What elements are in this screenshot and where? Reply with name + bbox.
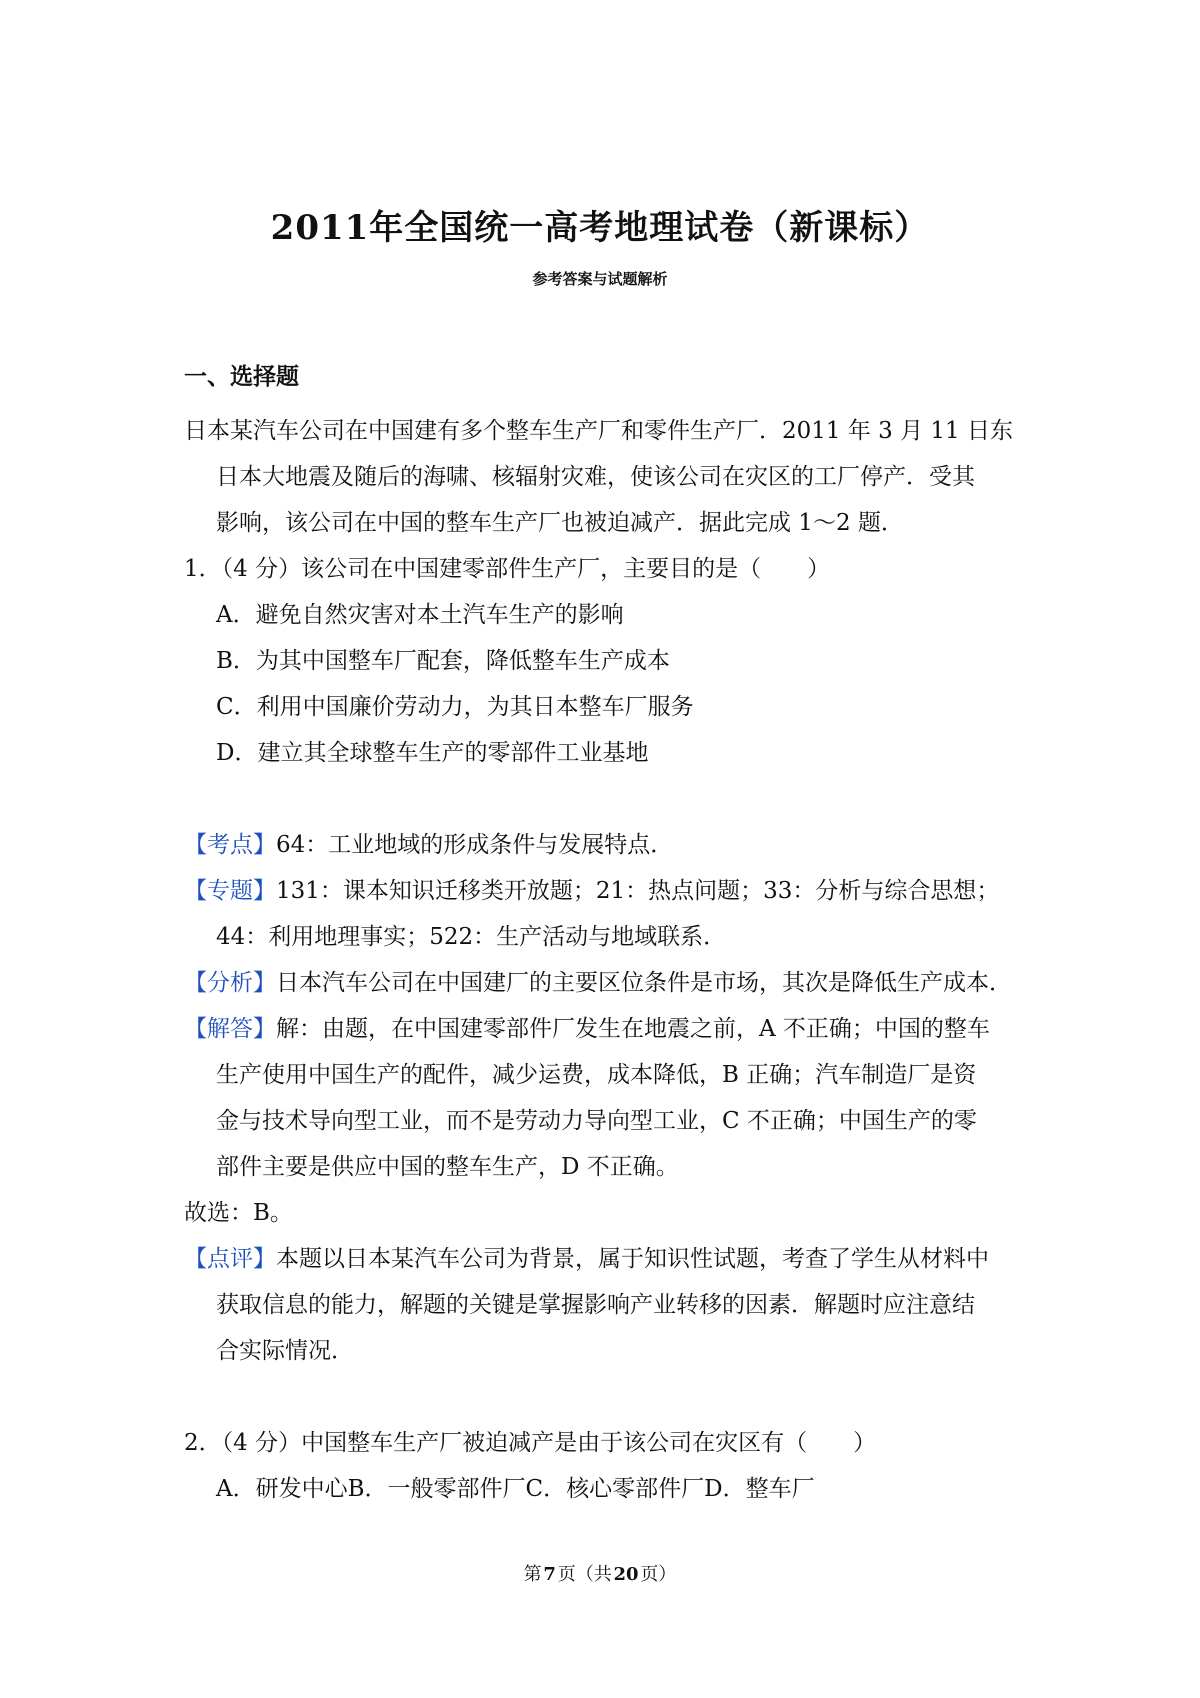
- content-body: [184, 360, 1024, 1512]
- dianping-line: [184, 1236, 1024, 1282]
- question-stem: 1．（4 分）该公司在中国建零部件生产厂，主要目的是（ ）: [184, 556, 831, 582]
- jieda-text: 解：由题，在中国建零部件厂发生在地震之前，A 不正确；中国的整车: [276, 1016, 990, 1042]
- option-b: B．为其中国整车厂配套，降低整车生产成本: [216, 648, 670, 674]
- option-d: D．建立其全球整车生产的零部件工业基地: [216, 740, 649, 766]
- question-stem: 2．（4 分）中国整车生产厂被迫减产是由于该公司在灾区有（ ）: [184, 1430, 877, 1456]
- footer-prefix: 第: [523, 1564, 542, 1585]
- spacer: [184, 776, 1024, 822]
- zhuanti-tag: 【专题】: [184, 878, 276, 904]
- zhuanti-text: 131：课本知识迁移类开放题；21：热点问题；33：分析与综合思想；: [276, 878, 1000, 904]
- fenxi-tag: 【分析】: [184, 970, 276, 996]
- options-row: [184, 1466, 1024, 1512]
- option-b: B．一般零部件厂: [347, 1476, 526, 1502]
- dianping-line-cont: 合实际情况．: [216, 1338, 354, 1364]
- fenxi-text: 日本汽车公司在中国建厂的主要区位条件是市场，其次是降低生产成本．: [276, 970, 1012, 996]
- option-a: A．避免自然灾害对本土汽车生产的影响: [216, 602, 624, 628]
- fenxi-line: [184, 960, 1024, 1006]
- question-1: [184, 546, 1024, 1374]
- reading-passage: [184, 408, 1024, 546]
- jieda-line-cont: 金与技术导向型工业，而不是劳动力导向型工业，C 不正确；中国生产的零: [216, 1108, 977, 1134]
- zhuanti-line-cont: 44：利用地理事实；522：生产活动与地域联系．: [216, 924, 727, 950]
- jieda-line: [184, 1006, 1024, 1052]
- kaodian-text: 64：工业地域的形成条件与发展特点．: [276, 832, 674, 858]
- jieda-line-cont: 部件主要是供应中国的整车生产，D 不正确。: [216, 1154, 679, 1180]
- option-c: C．核心零部件厂: [525, 1476, 705, 1502]
- option-a: A．研发中心: [216, 1476, 348, 1502]
- page-footer: [0, 1560, 1200, 1586]
- footer-suffix: 页）: [640, 1564, 677, 1585]
- kaodian-line: [184, 822, 1024, 868]
- total-pages: 20: [613, 1564, 639, 1585]
- spacer: [184, 1374, 1024, 1420]
- page-title: 2011年全国统一高考地理试卷（新课标）: [270, 208, 930, 248]
- page-subtitle: 参考答案与试题解析: [532, 270, 668, 288]
- passage-line: 影响，该公司在中国的整车生产厂也被迫减产．据此完成 1～2 题．: [216, 510, 904, 536]
- dianping-line-cont: 获取信息的能力，解题的关键是掌握影响产业转移的因素．解题时应注意结: [216, 1292, 975, 1318]
- kaodian-tag: 【考点】: [184, 832, 276, 858]
- question-2: [184, 1420, 1024, 1512]
- option-d: D．整车厂: [704, 1476, 815, 1502]
- page-number: 7: [543, 1564, 556, 1585]
- jieda-tag: 【解答】: [184, 1016, 276, 1042]
- zhuanti-line: [184, 868, 1024, 914]
- passage-line: 日本大地震及随后的海啸、核辐射灾难，使该公司在灾区的工厂停产．受其: [216, 464, 975, 490]
- dianping-tag: 【点评】: [184, 1246, 276, 1272]
- jieda-line-cont: 生产使用中国生产的配件，减少运费，成本降低，B 正确；汽车制造厂是资: [216, 1062, 977, 1088]
- answer-line: 故选：B。: [184, 1200, 293, 1226]
- footer-middle: 页（共: [557, 1564, 612, 1585]
- option-c: C．利用中国廉价劳动力，为其日本整车厂服务: [216, 694, 694, 720]
- passage-line: 日本某汽车公司在中国建有多个整车生产厂和零件生产厂．2011 年 3 月 11 日东: [184, 418, 1013, 444]
- section-heading: 一、选择题: [184, 363, 299, 390]
- dianping-text: 本题以日本某汽车公司为背景，属于知识性试题，考查了学生从材料中: [276, 1246, 989, 1272]
